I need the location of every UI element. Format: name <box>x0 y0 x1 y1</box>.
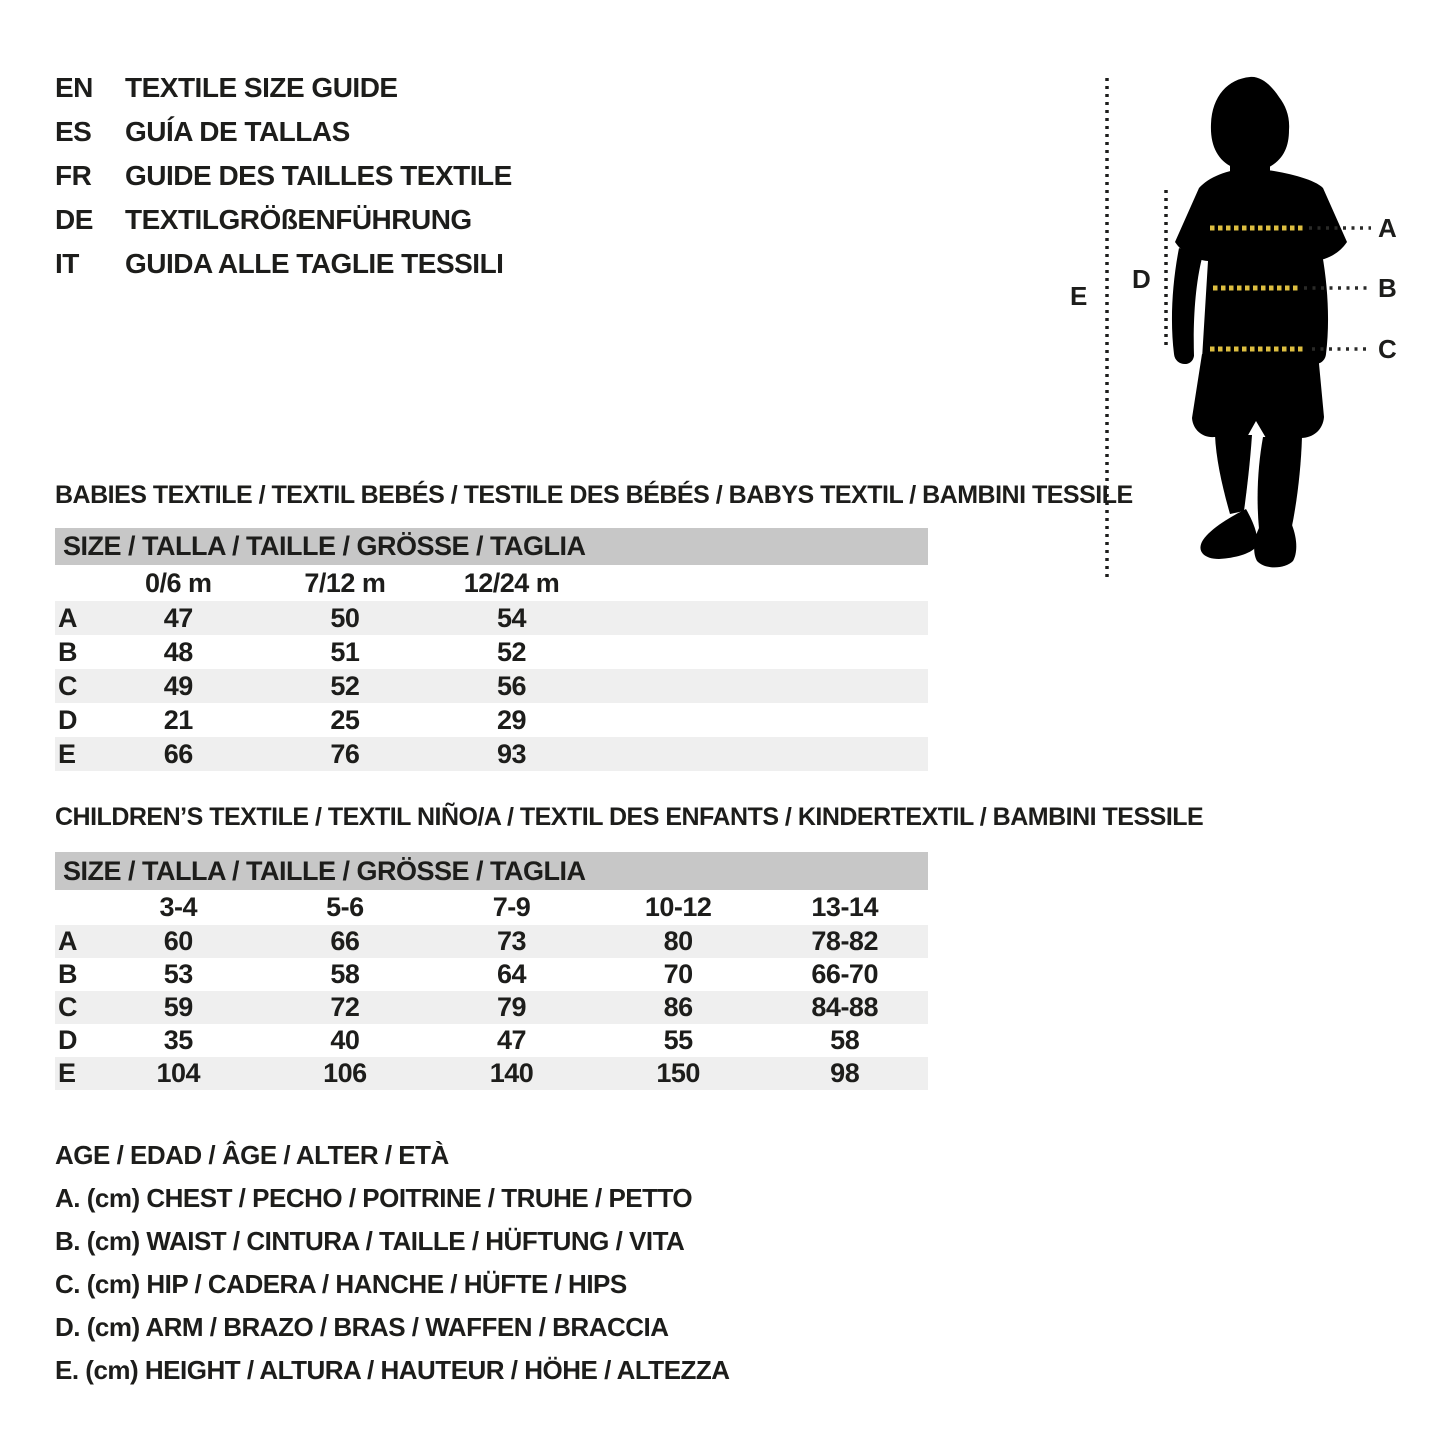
legend-height: E. (cm) HEIGHT / ALTURA / HAUTEUR / HÖHE / ALTEZZA <box>55 1355 730 1385</box>
size-value: 106 <box>323 1058 367 1088</box>
table-row-d <box>55 703 928 737</box>
size-value: 35 <box>163 1025 193 1055</box>
table-row-a <box>55 925 928 958</box>
size-value: 79 <box>496 992 527 1022</box>
size-value: 64 <box>496 959 527 989</box>
size-value: 66 <box>163 738 193 769</box>
size-value: 56 <box>496 670 527 701</box>
size-value: 40 <box>330 1025 360 1055</box>
babies-section-title: BABIES TEXTILE / TEXTIL BEBÉS / TESTILE DES BÉBÉS / BABYS TEXTIL / BAMBINI TESSILE <box>55 481 1133 509</box>
size-value: 47 <box>163 602 193 633</box>
table-row-d <box>55 1024 928 1057</box>
column-header: 7-9 <box>492 892 531 922</box>
size-value: 98 <box>830 1058 860 1088</box>
size-value: 52 <box>330 670 360 701</box>
language-code: FR <box>55 160 92 191</box>
legend-waist: B. (cm) WAIST / CINTURA / TAILLE / HÜFTUNG / VITA <box>55 1226 685 1256</box>
guide-title-it: GUIDA ALLE TAGLIE TESSILI <box>125 248 504 279</box>
babies-size-table <box>55 528 928 771</box>
row-label: A <box>58 926 77 956</box>
measure-label-b: B <box>1378 273 1397 303</box>
language-row-es <box>55 110 512 154</box>
size-value: 55 <box>663 1025 693 1055</box>
measurement-legend <box>55 1134 730 1392</box>
language-row-fr <box>55 154 512 198</box>
size-value: 58 <box>830 1025 860 1055</box>
measure-label-a: A <box>1378 213 1397 243</box>
silhouette-shorts <box>1192 353 1324 438</box>
table-row-b <box>55 635 928 669</box>
size-value: 52 <box>496 636 527 667</box>
measurement-diagram <box>1060 60 1440 605</box>
size-value: 49 <box>163 670 193 701</box>
size-value: 53 <box>163 959 193 989</box>
guide-title-es: GUÍA DE TALLAS <box>125 116 350 147</box>
column-header-row <box>55 565 928 601</box>
size-value: 80 <box>663 926 693 956</box>
row-label: D <box>58 1025 77 1055</box>
size-value: 86 <box>663 992 693 1022</box>
size-value: 25 <box>330 704 360 735</box>
row-label: D <box>58 704 77 735</box>
row-label: C <box>58 670 77 701</box>
row-label: C <box>58 992 77 1022</box>
column-header: 0/6 m <box>145 567 212 598</box>
row-label: B <box>58 959 77 989</box>
size-value: 76 <box>330 738 360 769</box>
corner-cell <box>55 565 95 601</box>
size-value: 47 <box>496 1025 527 1055</box>
measure-label-d: D <box>1132 264 1151 294</box>
size-value: 66-70 <box>811 959 878 989</box>
size-value: 84-88 <box>811 992 878 1022</box>
language-header <box>55 66 512 286</box>
column-header: 10-12 <box>644 892 712 922</box>
measurement-diagram-svg <box>1060 60 1440 605</box>
silhouette-left-leg <box>1215 435 1252 514</box>
size-value: 29 <box>496 704 527 735</box>
silhouette-left-shoe <box>1200 509 1257 559</box>
size-value: 51 <box>330 636 360 667</box>
column-header: 7/12 m <box>304 567 386 598</box>
guide-title-de: TEXTILGRÖßENFÜHRUNG <box>125 204 472 235</box>
column-header: 5-6 <box>326 892 364 922</box>
size-value: 78-82 <box>811 926 878 956</box>
column-header: 13-14 <box>811 892 878 922</box>
legend-hip: C. (cm) HIP / CADERA / HANCHE / HÜFTE / HIPS <box>55 1269 627 1299</box>
table-row-e <box>55 737 928 771</box>
size-value: 54 <box>496 602 527 633</box>
size-value: 59 <box>163 992 193 1022</box>
language-row-de <box>55 198 512 242</box>
row-label: A <box>58 602 77 633</box>
size-value: 104 <box>156 1058 201 1088</box>
row-label: E <box>58 738 76 769</box>
size-header-bar: SIZE / TALLA / TAILLE / GRÖSSE / TAGLIA <box>55 528 928 565</box>
table-row-c <box>55 991 928 1024</box>
size-value: 48 <box>163 636 193 667</box>
legend-age: AGE / EDAD / ÂGE / ALTER / ETÀ <box>55 1140 449 1170</box>
measure-label-e: E <box>1070 281 1087 311</box>
column-header: 3-4 <box>159 892 198 922</box>
language-code: IT <box>55 248 79 279</box>
size-value: 70 <box>663 959 693 989</box>
guide-title-en: TEXTILE SIZE GUIDE <box>125 72 398 103</box>
size-value: 60 <box>163 926 193 956</box>
row-label: E <box>58 1058 76 1088</box>
size-value: 58 <box>330 959 360 989</box>
silhouette-left-arm <box>1172 248 1202 364</box>
table-row-a <box>55 601 928 635</box>
table-row-c <box>55 669 928 703</box>
size-value: 73 <box>496 926 527 956</box>
column-header-row <box>55 890 928 925</box>
table-row-e <box>55 1057 928 1090</box>
corner-cell <box>55 890 95 925</box>
silhouette-right-shoe <box>1254 525 1296 567</box>
row-label: B <box>58 636 77 667</box>
size-value: 50 <box>330 602 360 633</box>
guide-title-fr: GUIDE DES TAILLES TEXTILE <box>125 160 512 191</box>
legend-arm: D. (cm) ARM / BRAZO / BRAS / WAFFEN / BRACCIA <box>55 1312 669 1342</box>
children-size-table <box>55 852 928 1090</box>
size-value: 93 <box>496 738 527 769</box>
column-header: 12/24 m <box>463 567 560 598</box>
table-row-b <box>55 958 928 991</box>
size-header-bar: SIZE / TALLA / TAILLE / GRÖSSE / TAGLIA <box>55 852 928 890</box>
column-header-empty <box>595 565 762 601</box>
measure-label-c: C <box>1378 334 1397 364</box>
child-silhouette <box>1172 77 1347 567</box>
language-code: ES <box>55 116 92 147</box>
silhouette-right-leg <box>1258 437 1302 529</box>
size-value: 150 <box>656 1058 700 1088</box>
size-value: 72 <box>330 992 360 1022</box>
language-code: DE <box>55 204 93 235</box>
language-code: EN <box>55 72 93 103</box>
column-header-empty <box>761 565 928 601</box>
size-value: 66 <box>330 926 360 956</box>
size-value: 140 <box>489 1058 534 1088</box>
language-row-it <box>55 242 512 286</box>
children-section-title: CHILDREN’S TEXTILE / TEXTIL NIÑO/A / TEXTIL DES ENFANTS / KINDERTEXTIL / BAMBINI TESSILE <box>55 803 1204 831</box>
legend-chest: A. (cm) CHEST / PECHO / POITRINE / TRUHE / PETTO <box>55 1183 693 1213</box>
size-value: 21 <box>163 704 193 735</box>
language-row-en <box>55 66 512 110</box>
